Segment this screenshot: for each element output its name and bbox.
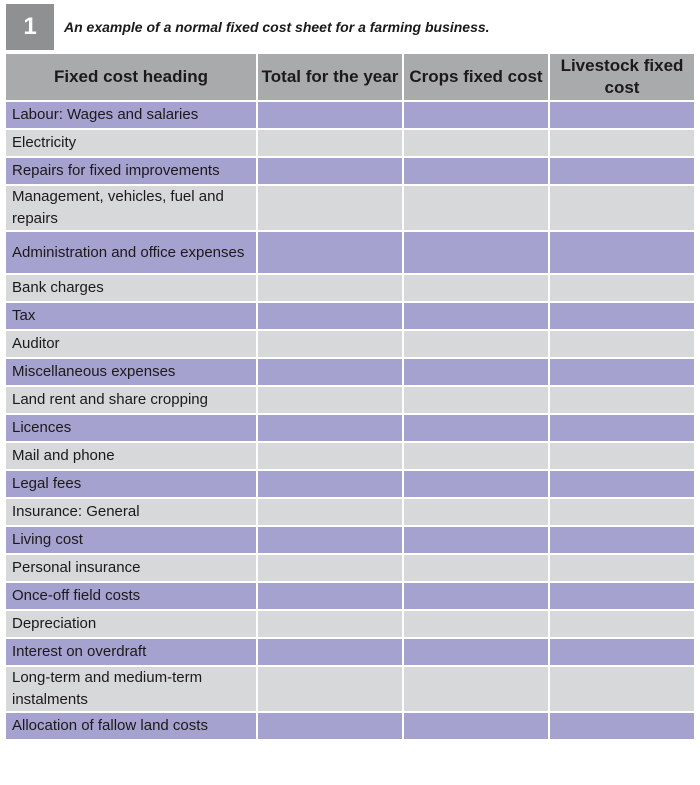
header-fixed-cost-heading: Fixed cost heading bbox=[5, 53, 257, 101]
livestock-cell bbox=[549, 610, 695, 638]
livestock-cell bbox=[549, 712, 695, 740]
figure-number-badge: 1 bbox=[6, 4, 54, 50]
table-row bbox=[5, 386, 695, 414]
crops-cell bbox=[403, 638, 549, 666]
crops-cell bbox=[403, 274, 549, 302]
table-row bbox=[5, 638, 695, 666]
crops-cell bbox=[403, 554, 549, 582]
crops-cell bbox=[403, 470, 549, 498]
crops-cell bbox=[403, 386, 549, 414]
total-cell bbox=[257, 498, 403, 526]
table-row bbox=[5, 554, 695, 582]
livestock-cell bbox=[549, 157, 695, 185]
table-row bbox=[5, 582, 695, 610]
total-cell bbox=[257, 358, 403, 386]
crops-cell bbox=[403, 610, 549, 638]
total-cell bbox=[257, 101, 403, 129]
total-cell bbox=[257, 274, 403, 302]
livestock-cell bbox=[549, 470, 695, 498]
row-label: Once-off field costs bbox=[5, 582, 257, 610]
row-label: Land rent and share cropping bbox=[5, 386, 257, 414]
total-cell bbox=[257, 666, 403, 712]
total-cell bbox=[257, 554, 403, 582]
header-livestock-fixed-cost: Livestock fixed cost bbox=[549, 53, 695, 101]
livestock-cell bbox=[549, 330, 695, 358]
livestock-cell bbox=[549, 101, 695, 129]
total-cell bbox=[257, 470, 403, 498]
row-label: Allocation of fallow land costs bbox=[5, 712, 257, 740]
crops-cell bbox=[403, 498, 549, 526]
row-label: Tax bbox=[5, 302, 257, 330]
total-cell bbox=[257, 414, 403, 442]
row-label: Repairs for fixed improvements bbox=[5, 157, 257, 185]
crops-cell bbox=[403, 231, 549, 274]
table-header-row bbox=[5, 53, 695, 101]
row-label: Interest on overdraft bbox=[5, 638, 257, 666]
livestock-cell bbox=[549, 386, 695, 414]
crops-cell bbox=[403, 101, 549, 129]
total-cell bbox=[257, 712, 403, 740]
total-cell bbox=[257, 582, 403, 610]
table-row bbox=[5, 358, 695, 386]
livestock-cell bbox=[549, 442, 695, 470]
table-row bbox=[5, 498, 695, 526]
total-cell bbox=[257, 302, 403, 330]
row-label: Depreciation bbox=[5, 610, 257, 638]
row-label: Labour: Wages and salaries bbox=[5, 101, 257, 129]
crops-cell bbox=[403, 526, 549, 554]
total-cell bbox=[257, 526, 403, 554]
livestock-cell bbox=[549, 638, 695, 666]
total-cell bbox=[257, 330, 403, 358]
table-row bbox=[5, 610, 695, 638]
crops-cell bbox=[403, 129, 549, 157]
row-label: Insurance: General bbox=[5, 498, 257, 526]
row-label: Long-term and medium-term instalments bbox=[5, 666, 257, 712]
livestock-cell bbox=[549, 526, 695, 554]
header-total-for-year: Total for the year bbox=[257, 53, 403, 101]
total-cell bbox=[257, 129, 403, 157]
table-row bbox=[5, 414, 695, 442]
total-cell bbox=[257, 386, 403, 414]
table-row bbox=[5, 231, 695, 274]
livestock-cell bbox=[549, 274, 695, 302]
header-crops-fixed-cost: Crops fixed cost bbox=[403, 53, 549, 101]
livestock-cell bbox=[549, 554, 695, 582]
table-row bbox=[5, 330, 695, 358]
livestock-cell bbox=[549, 129, 695, 157]
total-cell bbox=[257, 610, 403, 638]
livestock-cell bbox=[549, 231, 695, 274]
row-label: Living cost bbox=[5, 526, 257, 554]
row-label: Miscellaneous expenses bbox=[5, 358, 257, 386]
livestock-cell bbox=[549, 358, 695, 386]
figure-caption: An example of a normal fixed cost sheet for a farming business. bbox=[64, 19, 490, 35]
crops-cell bbox=[403, 157, 549, 185]
row-label: Mail and phone bbox=[5, 442, 257, 470]
row-label: Administration and office expenses bbox=[5, 231, 257, 274]
crops-cell bbox=[403, 185, 549, 231]
livestock-cell bbox=[549, 414, 695, 442]
row-label: Personal insurance bbox=[5, 554, 257, 582]
table-row bbox=[5, 442, 695, 470]
crops-cell bbox=[403, 358, 549, 386]
table-row bbox=[5, 157, 695, 185]
crops-cell bbox=[403, 330, 549, 358]
table-row bbox=[5, 526, 695, 554]
total-cell bbox=[257, 442, 403, 470]
total-cell bbox=[257, 185, 403, 231]
row-label: Licences bbox=[5, 414, 257, 442]
table-row bbox=[5, 712, 695, 740]
table-row bbox=[5, 274, 695, 302]
livestock-cell bbox=[549, 582, 695, 610]
row-label: Legal fees bbox=[5, 470, 257, 498]
row-label: Auditor bbox=[5, 330, 257, 358]
crops-cell bbox=[403, 582, 549, 610]
crops-cell bbox=[403, 414, 549, 442]
table-row bbox=[5, 129, 695, 157]
crops-cell bbox=[403, 442, 549, 470]
total-cell bbox=[257, 638, 403, 666]
livestock-cell bbox=[549, 302, 695, 330]
total-cell bbox=[257, 157, 403, 185]
table-row bbox=[5, 185, 695, 231]
crops-cell bbox=[403, 666, 549, 712]
table-row bbox=[5, 470, 695, 498]
livestock-cell bbox=[549, 498, 695, 526]
table-row bbox=[5, 302, 695, 330]
livestock-cell bbox=[549, 666, 695, 712]
table-row bbox=[5, 101, 695, 129]
row-label: Management, vehicles, fuel and repairs bbox=[5, 185, 257, 231]
livestock-cell bbox=[549, 185, 695, 231]
crops-cell bbox=[403, 302, 549, 330]
row-label: Electricity bbox=[5, 129, 257, 157]
table-row bbox=[5, 666, 695, 712]
crops-cell bbox=[403, 712, 549, 740]
fixed-cost-table bbox=[4, 52, 696, 741]
row-label: Bank charges bbox=[5, 274, 257, 302]
total-cell bbox=[257, 231, 403, 274]
